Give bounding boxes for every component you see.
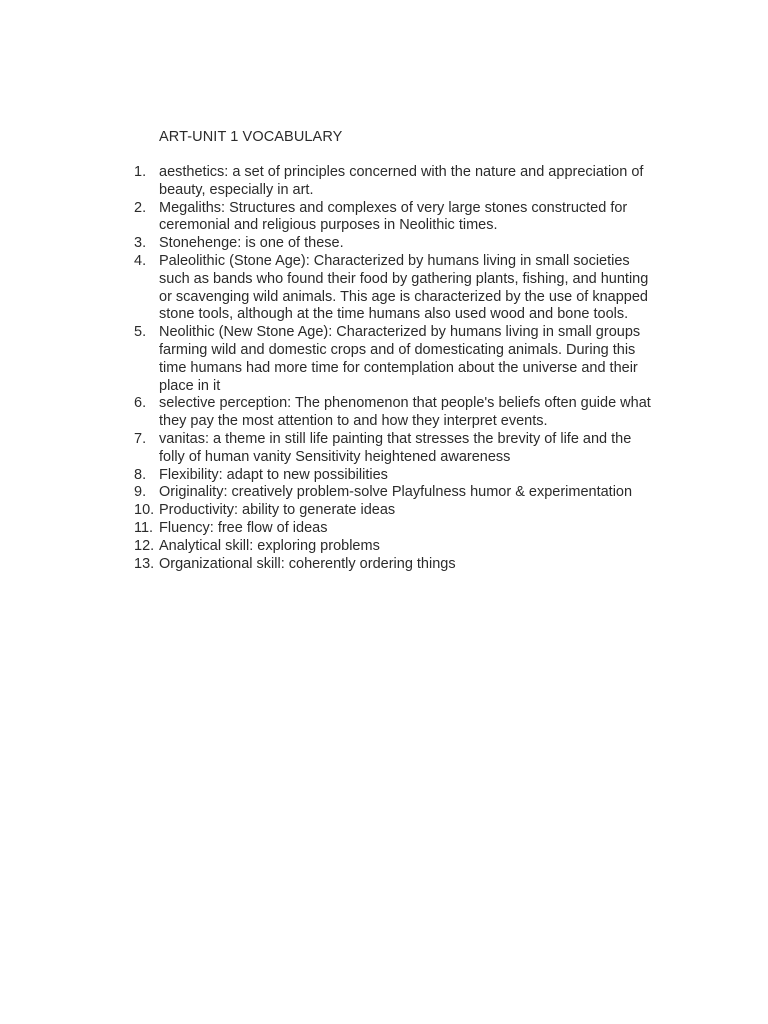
item-number: 12.: [134, 537, 155, 554]
item-number: 7.: [134, 430, 147, 447]
item-text-line: Neolithic (New Stone Age): Characterized by humans living in small groups: [159, 324, 641, 341]
item-text-line: place in it: [159, 377, 221, 394]
item-text-line: aesthetics: a set of principles concerned with the nature and appreciation of: [159, 164, 644, 180]
list-item: [134, 502, 674, 520]
item-text-line: such as bands who found their food by gathering plants, fishing, and hunting: [159, 270, 649, 287]
item-number: 3.: [134, 235, 147, 252]
item-number: 13.: [134, 555, 155, 572]
item-text-line: folly of human vanity Sensitivity heightened awareness: [159, 448, 511, 465]
list-item: [134, 324, 674, 395]
item-text-line: Productivity: ability to generate ideas: [159, 502, 396, 519]
item-number: 9.: [134, 484, 147, 501]
item-text-line: Paleolithic (Stone Age): Characterized by humans living in small societies: [159, 252, 630, 269]
item-text-line: vanitas: a theme in still life painting that stresses the brevity of life and the: [159, 430, 632, 447]
vocabulary-list: [134, 164, 674, 573]
item-text-line: Analytical skill: exploring problems: [159, 537, 380, 554]
item-text-line: Stonehenge: is one of these.: [159, 235, 344, 252]
item-text-line: selective perception: The phenomenon that people's beliefs often guide what: [159, 395, 651, 412]
item-number: 1.: [134, 164, 147, 180]
item-number: 4.: [134, 252, 147, 269]
item-text-line: beauty, especially in art.: [159, 181, 314, 198]
item-text-line: Flexibility: adapt to new possibilities: [159, 466, 388, 483]
item-text-line: Organizational skill: coherently ordering things: [159, 555, 456, 572]
list-item: [134, 431, 674, 467]
document-title: ART-UNIT 1 VOCABULARY: [159, 129, 343, 145]
item-text-line: they pay the most attention to and how they interpret events.: [159, 413, 548, 430]
item-text-line: Megaliths: Structures and complexes of very large stones constructed for: [159, 199, 628, 216]
item-number: 8.: [134, 466, 147, 483]
list-item: [134, 235, 674, 253]
list-item: [134, 484, 674, 502]
list-item: [134, 395, 674, 431]
item-text-line: farming wild and domestic crops and of domesticating animals. During this: [159, 341, 636, 358]
item-number: 5.: [134, 324, 147, 341]
list-item: [134, 467, 674, 485]
item-text-line: ceremonial and religious purposes in Neolithic times.: [159, 217, 498, 234]
item-number: 10.: [134, 502, 155, 519]
list-item: [134, 520, 674, 538]
list-item: [134, 164, 674, 200]
item-number: 11.: [134, 519, 154, 536]
list-item: [134, 538, 674, 556]
item-text-line: Originality: creatively problem-solve Playfulness humor & experimentation: [159, 484, 633, 501]
item-number: 2.: [134, 199, 147, 216]
list-item: [134, 200, 674, 236]
list-item: [134, 253, 674, 324]
item-text-line: Fluency: free flow of ideas: [159, 519, 328, 536]
list-item: [134, 556, 674, 574]
item-number: 6.: [134, 395, 147, 412]
item-text-line: time humans had more time for contemplation about the universe and their: [159, 359, 638, 376]
item-text-line: stone tools, although at the time humans also used wood and bone tools.: [159, 306, 629, 323]
item-text-line: or scavenging wild animals. This age is characterized by the use of knapped: [159, 288, 648, 305]
